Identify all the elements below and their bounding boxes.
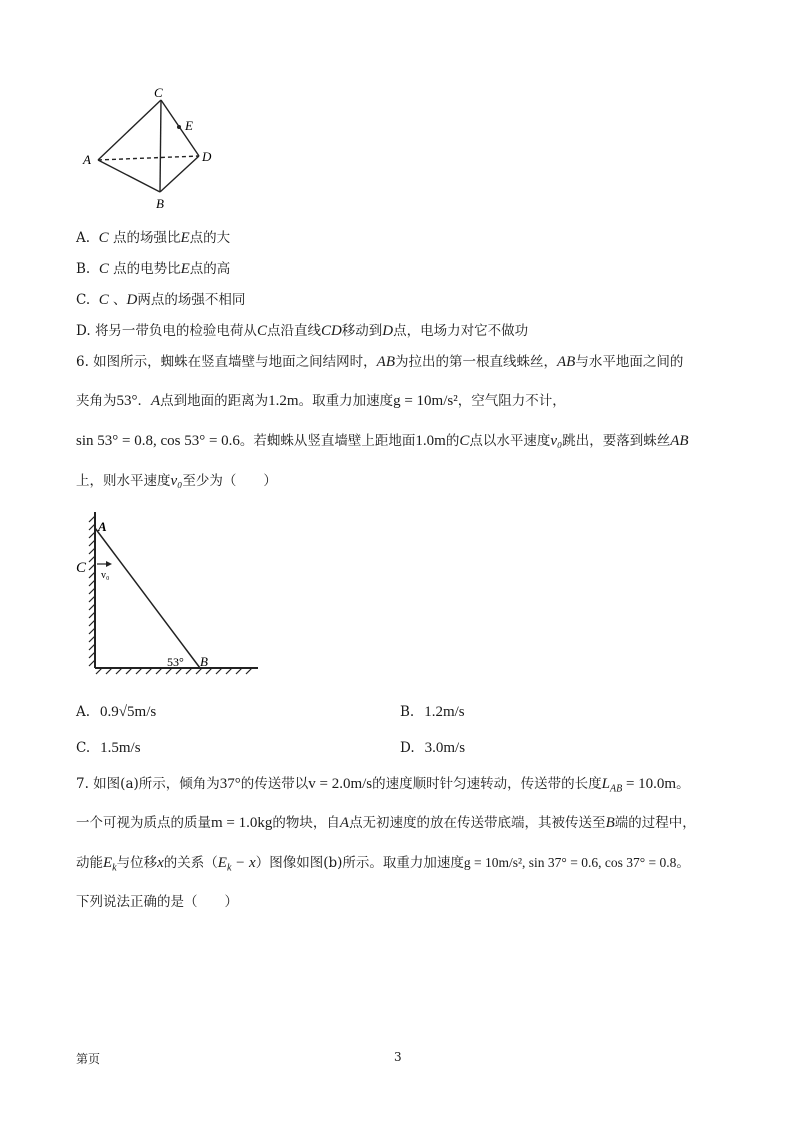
- label-c: C: [154, 85, 163, 100]
- edge-ab: [98, 160, 160, 192]
- q6-option-d: D. 3.0m/s: [400, 740, 466, 756]
- label-e: E: [185, 118, 193, 133]
- fig-label-angle: 53°: [167, 655, 184, 669]
- label-d: D: [202, 149, 212, 164]
- q5-option-b: B. C 点的电势比E点的高: [76, 261, 231, 277]
- q6-option-a: A. 0.9√5m/s: [76, 704, 157, 720]
- q7-line-2: 一个可视为质点的质量m = 1.0kg的物块，自A点无初速度的放在传送带底端，其被传送至B端的过程中，: [76, 815, 696, 831]
- tetrahedron-figure: [76, 84, 236, 210]
- fig-label-a: A: [98, 519, 107, 534]
- edge-bd: [160, 156, 199, 192]
- q6-line-2: 夹角为53°．A点到地面的距离为1.2m。取重力加速度g = 10m/s²，空气阻力不计，: [76, 393, 566, 409]
- q6-line-1: 6. 如图所示，蜘蛛在竖直墙壁与地面之间结网时，AB为拉出的第一根直线蛛丝，AB与水平地面之间的: [76, 354, 684, 370]
- page-number: 3: [394, 1050, 402, 1064]
- fig-label-c: C: [76, 560, 87, 576]
- q6-option-c: C. 1.5m/s: [76, 740, 141, 756]
- velocity-arrowhead: [106, 561, 112, 567]
- edge-ac: [98, 100, 161, 160]
- spider-web-figure: [74, 510, 264, 676]
- q6-line-4: 上，则水平速度v₀至少为（ ）: [76, 473, 277, 489]
- q7-line-3: 动能$E_k$与位移x的关系$(E_k - x)$图像如图(b)所示。取重力加速度g = 10m/s², sin 37° = 0.6, cos 37° = 0.8。: [76, 855, 690, 874]
- q7-line-1: 7. 如图(a)所示，倾角为37°的传送带以v = 2.0m/s的速度顺时针匀速转动，传送带的长度$L_{AB} = 10.0m$。: [76, 776, 690, 795]
- fig-label-b: B: [200, 654, 208, 669]
- web-line-ab: [95, 528, 200, 668]
- q5-option-c: C. C 、D两点的场强不相同: [76, 292, 246, 308]
- q5-option-d: D. 将另一带负电的检验电荷从C点沿直线CD移动到D点，电场力对它不做功: [76, 323, 529, 339]
- label-b: B: [156, 196, 164, 210]
- footer-label: 第页: [76, 1052, 101, 1066]
- q6-option-b: B. 1.2m/s: [400, 704, 465, 720]
- edge-ad-hidden: [98, 156, 199, 160]
- q5-option-a: A. C 点的场强比E点的大: [76, 230, 231, 246]
- q6-line-3: sin 53° = 0.8, cos 53° = 0.6。若蜘蛛从竖直墙壁上距地面1.0m的C点以水平速度v₀跳出，要落到蛛丝AB: [76, 433, 689, 449]
- point-e: [177, 125, 181, 129]
- fig-label-v0: v₀: [101, 570, 110, 581]
- q7-line-4: 下列说法正确的是（ ）: [76, 894, 238, 910]
- edge-cb: [160, 100, 161, 192]
- label-a: A: [83, 152, 91, 167]
